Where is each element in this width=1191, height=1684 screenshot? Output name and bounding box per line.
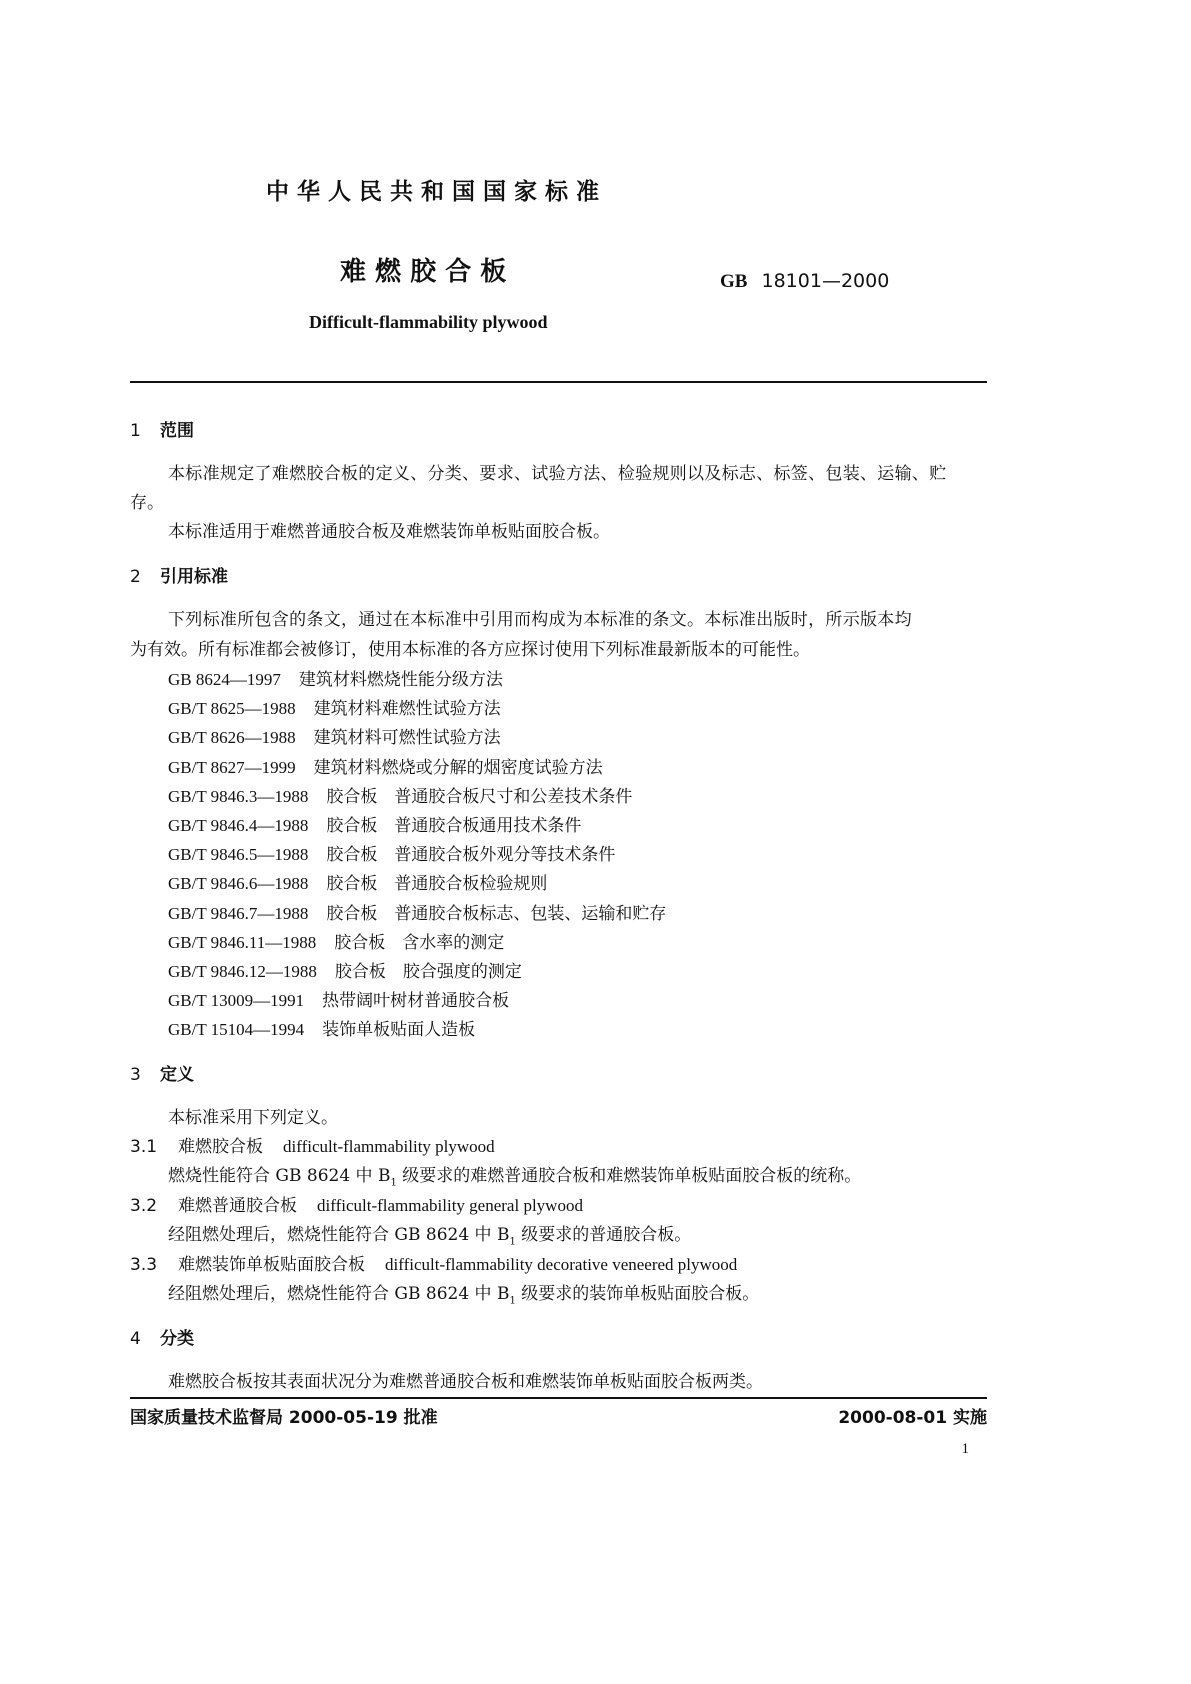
reference-code: GB/T 9846.5—1988 [168, 845, 309, 865]
country-standard-heading: 中华人民共和国国家标准 [266, 179, 607, 205]
reference-code: GB/T 8626—1988 [168, 728, 296, 748]
paragraph: 难燃胶合板按其表面状况分为难燃普通胶合板和难燃装饰单板贴面胶合板两类。 [168, 1372, 763, 1392]
document-title-cn: 难 燃 胶 合 板 [340, 257, 507, 287]
footer-divider [130, 1397, 987, 1399]
subscript: 1 [390, 1177, 397, 1189]
reference-item [168, 815, 581, 837]
reference-item [168, 786, 632, 808]
description-text: 经阻燃处理后，燃烧性能符合 GB 8624 中 B [168, 1284, 510, 1304]
reference-item [168, 873, 547, 895]
section-4-heading [130, 1328, 194, 1350]
standard-prefix: GB [720, 271, 748, 292]
paragraph: 下列标准所包含的条文，通过在本标准中引用而构成为本标准的条文。本标准出版时，所示版本均 [168, 610, 912, 630]
reference-item [168, 698, 501, 720]
reference-code: GB/T 9846.3—1988 [168, 786, 309, 806]
subscript: 1 [509, 1236, 516, 1248]
paragraph: 本标准适用于难燃普通胶合板及难燃装饰单板贴面胶合板。 [168, 522, 610, 542]
subscript: 1 [509, 1295, 516, 1307]
section-number: 3 [130, 1065, 141, 1085]
section-2-heading [130, 566, 228, 588]
description-text: 级要求的难燃普通胶合板和难燃装饰单板贴面胶合板的统称。 [396, 1166, 862, 1187]
description-text: 燃烧性能符合 GB 8624 中 B [168, 1166, 391, 1187]
section-1-heading [130, 420, 194, 442]
reference-item [168, 844, 615, 866]
reference-title: 胶合板 普通胶合板外观分等技术条件 [326, 845, 616, 866]
reference-code: GB 8624—1997 [168, 670, 281, 689]
section-3-heading [130, 1064, 194, 1086]
definition-description [168, 1283, 759, 1312]
effective-date: 2000-08-01 实施 [838, 1408, 987, 1428]
section-number: 4 [130, 1329, 141, 1349]
reference-code: GB/T 9846.6—1988 [168, 874, 309, 894]
reference-item [168, 727, 501, 749]
term-cn: 难燃普通胶合板 [178, 1195, 297, 1216]
reference-title: 建筑材料燃烧性能分级方法 [298, 670, 503, 690]
reference-code: GB/T 9846.12—1988 [168, 962, 317, 981]
definition-number: 3.1 [130, 1137, 158, 1157]
paragraph: 本标准规定了难燃胶合板的定义、分类、要求、试验方法、检验规则以及标志、标签、包装、运输、贮 [168, 464, 947, 484]
definition-number: 3.2 [130, 1195, 158, 1216]
term-cn: 难燃胶合板 [178, 1137, 263, 1157]
reference-item [168, 903, 666, 925]
header-divider [130, 381, 987, 383]
definition-description [168, 1165, 861, 1194]
reference-code: GB/T 15104—1994 [168, 1020, 305, 1040]
reference-title: 热带阔叶树材普通胶合板 [322, 991, 510, 1012]
section-title: 引用标准 [160, 567, 228, 587]
reference-code: GB/T 9846.7—1988 [168, 903, 309, 923]
reference-item [168, 961, 522, 983]
term-en: difficult-flammability plywood [283, 1137, 495, 1156]
document-title-en: Difficult-flammability plywood [309, 312, 548, 332]
section-title: 分类 [160, 1329, 194, 1349]
reference-code: GB/T 8625—1988 [168, 699, 296, 719]
reference-code: GB/T 9846.4—1988 [168, 816, 309, 835]
reference-title: 建筑材料燃烧或分解的烟密度试验方法 [313, 757, 603, 778]
section-title: 范围 [160, 421, 194, 441]
reference-item [168, 757, 603, 779]
reference-code: GB/T 13009—1991 [168, 991, 305, 1011]
reference-item [168, 990, 509, 1012]
paragraph: 存。 [130, 493, 164, 513]
standard-number [720, 270, 889, 293]
reference-title: 胶合板 普通胶合板通用技术条件 [326, 816, 582, 836]
definition-number: 3.3 [130, 1254, 158, 1275]
reference-title: 装饰单板贴面人造板 [322, 1020, 476, 1041]
paragraph: 本标准采用下列定义。 [168, 1108, 338, 1128]
reference-code: GB/T 9846.11—1988 [168, 932, 317, 952]
term-cn: 难燃装饰单板贴面胶合板 [178, 1254, 365, 1275]
reference-item [168, 932, 504, 954]
definition-term [130, 1195, 583, 1217]
approval-info: 国家质量技术监督局 2000-05-19 批准 [130, 1408, 438, 1428]
definition-term [130, 1136, 495, 1158]
definition-description [168, 1224, 691, 1253]
reference-item [168, 669, 503, 691]
term-en: difficult-flammability general plywood [317, 1195, 583, 1215]
reference-title: 建筑材料难燃性试验方法 [313, 699, 501, 720]
reference-code: GB/T 8627—1999 [168, 757, 296, 777]
description-text: 经阻燃处理后，燃烧性能符合 GB 8624 中 B [168, 1225, 510, 1246]
page-number: 1 [961, 1441, 969, 1457]
paragraph: 为有效。所有标准都会被修订，使用本标准的各方应探讨使用下列标准最新版本的可能性。 [130, 640, 810, 660]
section-title: 定义 [160, 1065, 194, 1085]
reference-title: 胶合板 普通胶合板尺寸和公差技术条件 [326, 786, 633, 807]
reference-title: 建筑材料可燃性试验方法 [313, 728, 501, 749]
reference-item [168, 1019, 475, 1041]
section-number: 2 [130, 567, 141, 587]
description-text: 级要求的装饰单板贴面胶合板。 [515, 1284, 760, 1304]
standard-code: 18101—2000 [761, 270, 890, 292]
reference-title: 胶合板 胶合强度的测定 [334, 962, 522, 982]
reference-title: 胶合板 普通胶合板标志、包装、运输和贮存 [326, 903, 667, 924]
reference-title: 胶合板 普通胶合板检验规则 [326, 874, 548, 895]
description-text: 级要求的普通胶合板。 [515, 1225, 692, 1246]
definition-term [130, 1254, 737, 1276]
term-en: difficult-flammability decorative veneered plywood [385, 1254, 738, 1274]
section-number: 1 [130, 421, 141, 441]
reference-title: 胶合板 含水率的测定 [334, 932, 505, 953]
